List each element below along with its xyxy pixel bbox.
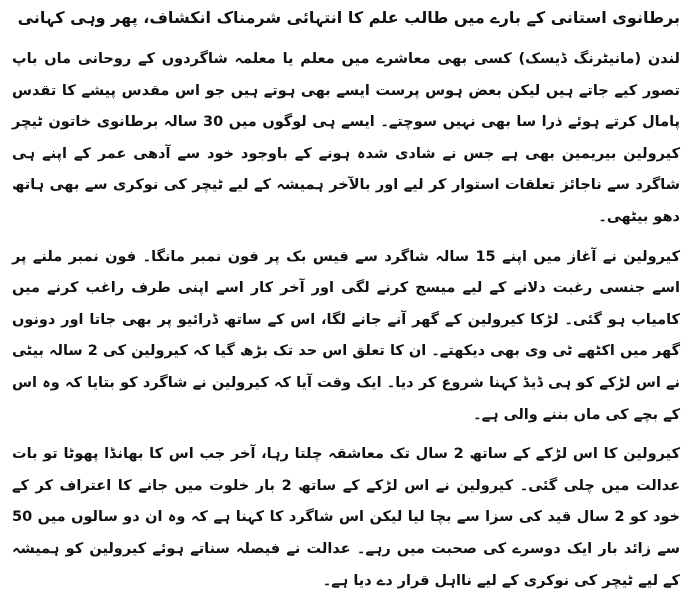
article-paragraph-3: کیرولین کا اس لڑکے کے ساتھ 2 سال تک معاشقہ چلتا رہا، آخر جب اس کا بھانڈا پھوٹا تو بات عدالت میں چلی گئی۔ کیرولین نے اس لڑکے کے ساتھ 2 بار خلوت میں جانے کا اعتراف کر کے خود کو 2 سال قید کی سزا سے بچا لیا لیکن اس شاگرد کا کہنا ہے کہ وہ ان دو سالوں میں 50 سے زائد بار ایک دوسرے کی صحبت میں رہے۔ عدالت نے فیصلہ سناتے ہوئے کیرولین کو ہمیشہ کے لیے ٹیچر کی نوکری کے لیے نااہل قرار دے دیا ہے۔	[12, 446, 680, 589]
article-paragraph-1: لندن (مانیٹرنگ ڈیسک) کسی بھی معاشرے میں معلم یا معلمہ شاگردوں کے روحانی ماں باپ تصور کیے جاتے ہیں لیکن بعض ہوس پرست ایسے بھی ہوتے ہیں جو اس مقدس پیشے کا تقدس پامال کرتے ہوئے ذرا سا بھی نہیں سوچتے۔ ایسے ہی لوگوں میں 30 سالہ برطانوی خاتون ٹیچر کیرولین بیریمین بھی ہے جس نے شادی شدہ ہونے کے باوجود خود سے آدھی عمر کے اپنے ہی شاگرد سے ناجائز تعلقات استوار کر لیے اور بالآخر ہمیشہ کے لیے ٹیچر کی نوکری سے بھی ہاتھ دھو بیٹھی۔	[12, 51, 680, 225]
article-headline: برطانوی استانی کے بارے میں طالب علم کا انتہائی شرمناک انکشاف، پھر وہی کہانی	[17, 8, 680, 27]
news-article	[12, 4, 680, 597]
article-paragraph-2: کیرولین نے آغاز میں اپنے 15 سالہ شاگرد سے فیس بک پر فون نمبر مانگا۔ فون نمبر ملنے پر اسے جنسی رغبت دلانے کے لیے میسج کرنے لگی اور آخر کار اسے اپنی طرف راغب کرنے میں کامیاب ہو گئی۔ لڑکا کیرولین کے گھر آنے جانے لگا، اس کے ساتھ ڈرائیو پر بھی جاتا اور دونوں گھر میں اکٹھے ٹی وی بھی دیکھتے۔ ان کا تعلق اس حد تک بڑھ گیا کہ کیرولین کی 2 سالہ بیٹی نے اس لڑکے کو ہی ڈیڈ کہنا شروع کر دیا۔ ایک وقت آیا کہ کیرولین نے شاگرد کو بتایا کہ وہ اس کے بچے کی ماں بننے والی ہے۔	[12, 248, 681, 423]
